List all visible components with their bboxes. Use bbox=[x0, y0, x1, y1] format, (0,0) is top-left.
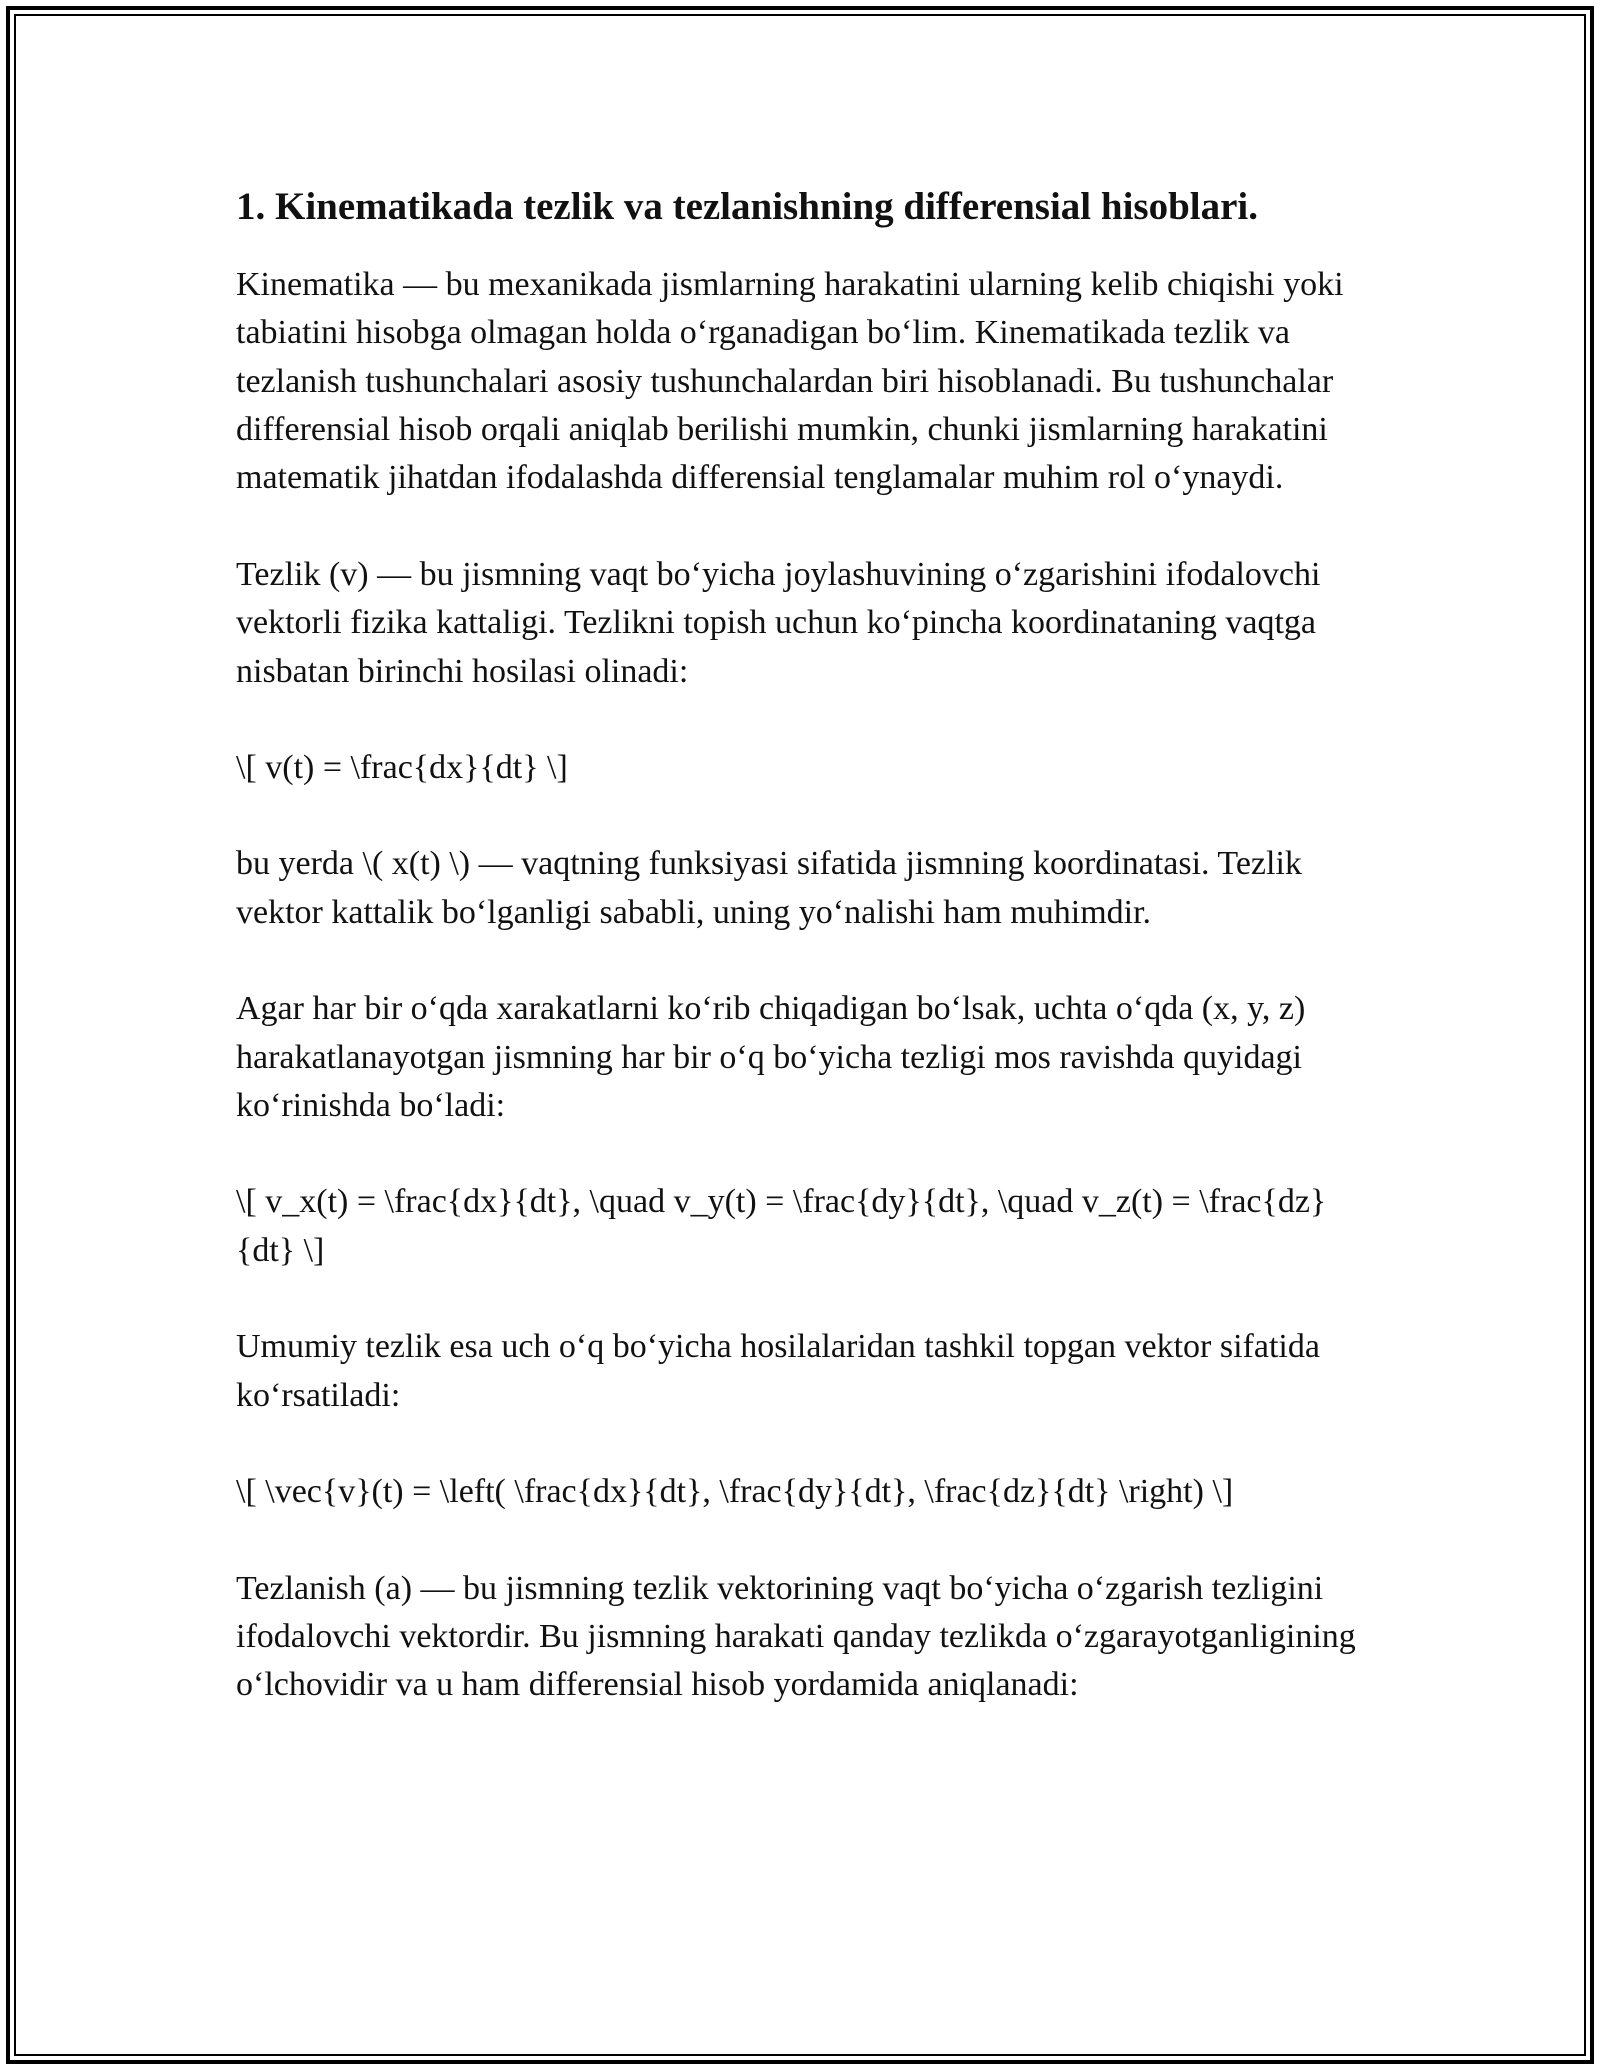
formula-axis-velocities: \[ v_x(t) = \frac{dx}{dt}, \quad v_y(t) = \frac{dy}{dt}, \quad v_z(t) = \frac{dz}{dt} \] bbox=[236, 1183, 1327, 1269]
paragraph-three-axes: Agar har bir oʻqda xarakatlarni koʻrib chiqadigan boʻlsak, uchta oʻqda (x, y, z) harakatlanayotgan jismning har bir oʻq boʻyicha tezligi mos ravishda quyidagi koʻrinishda boʻladi: bbox=[236, 990, 1306, 1125]
formula-velocity: \[ v(t) = \frac{dx}{dt} \] bbox=[236, 749, 568, 787]
paragraph-total-velocity: Umumiy tezlik esa uch oʻq boʻyicha hosilalaridan tashkil topgan vektor sifatida koʻrsatiladi: bbox=[236, 1328, 1320, 1414]
paragraph-kinematika-intro: Kinematika — bu mexanikada jismlarning harakatini ularning kelib chiqishi yoki tabiatini hisobga olmagan holda oʻrganadigan boʻlim. Kinematikada tezlik va tezlanish tushunchalari asosiy tushunchalardan biri hisoblanadi. Bu tushunchalar differensial hisob orqali aniqlab berilishi mumkin, chunki jismlarning harakatini matematik jihatdan ifodalashda differensial tenglamalar muhim rol oʻynaydi. bbox=[236, 265, 1344, 497]
paragraph-coordinate-note: bu yerda \( x(t) \) — vaqtning funksiyasi sifatida jismning koordinatasi. Tezlik vektor kattalik boʻlganligi sababli, uning yoʻnalishi ham muhimdir. bbox=[236, 845, 1302, 931]
document-body bbox=[236, 184, 1376, 1758]
paragraph-tezlanish-definition: Tezlanish (a) — bu jismning tezlik vektorining vaqt boʻyicha oʻzgarish tezligini ifodalovchi vektordir. Bu jismning harakati qanday tezlikda oʻzgarayotganligining oʻlchovidir va u ham differensial hisob yordamida aniqlanadi: bbox=[236, 1569, 1356, 1704]
paragraph-tezlik-definition: Tezlik (v) — bu jismning vaqt boʻyicha joylashuvining oʻzgarishini ifodalovchi vektorli fizika kattaligi. Tezlikni topish uchun koʻpincha koordinataning vaqtga nisbatan birinchi hosilasi olinadi: bbox=[236, 555, 1321, 690]
formula-velocity-vector: \[ \vec{v}(t) = \left( \frac{dx}{dt}, \frac{dy}{dt}, \frac{dz}{dt} \right) \] bbox=[236, 1473, 1234, 1511]
section-heading: 1. Kinematikada tezlik va tezlanishning differensial hisoblari. bbox=[236, 185, 1259, 228]
